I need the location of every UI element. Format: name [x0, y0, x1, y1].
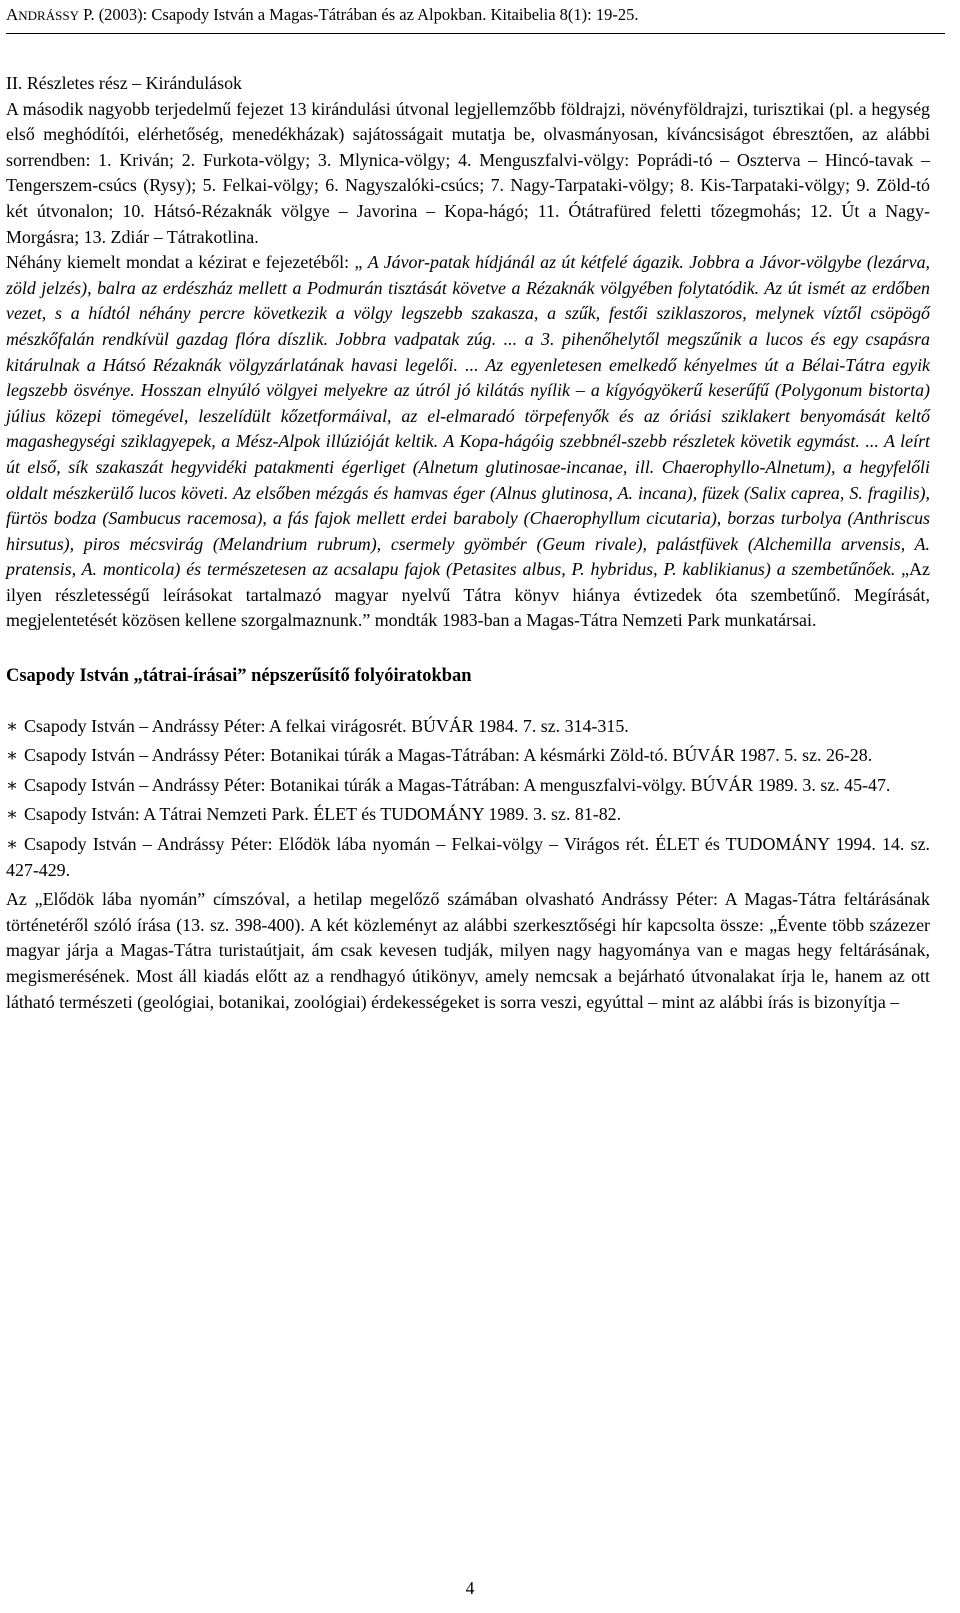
- quote-lead: Néhány kiemelt mondat a kézirat e fejezetéből:: [6, 252, 355, 273]
- closing-paragraph: Az „Elődök lába nyomán” címszóval, a hetilap megelőző számában olvasható Andrássy Péter: A Magas-Tátra feltárásának történetéről szóló írása (13. sz. 398-400). A két közleményt az alábbi szerkesztőségi hír kapcsolta össze: „Évente több százezer magyar járja a Magas-Tátra turistaútjait, ám csak kevesen tudják, milyen nagy hagyománya van e magas hegy feltárásának, megismerésének. Most áll kiadás előtt az a rendhagyó útikönyv, amely nemcsak a bejárható útvonalakat írja le, hanem az ott látható természeti (geológiai, botanikai, zoológiai) érdekességeket is sorra veszi, egyúttal – mint az alábbi írás is bizonyítja –: [6, 889, 930, 1012]
- asterisk-bullet-icon: ∗: [6, 834, 19, 855]
- reference-item: [6, 714, 930, 740]
- reference-text: Csapody István – Andrássy Péter: Botanikai túrák a Magas-Tátrában: A menguszfalvi-völgy. BÚVÁR 1989. 3. sz. 45-47.: [24, 774, 891, 795]
- subsection-title: Csapody István „tátrai-írásai” népszerűsítő folyóiratokban: [6, 666, 472, 687]
- reference-item: [6, 743, 930, 769]
- asterisk-bullet-icon: ∗: [6, 774, 19, 795]
- quote-closing-text: „Az ilyen részletességű leírásokat tartalmazó magyar nyelvű Tátra könyv hiánya évtizedek óta szembetűnő. Megírását, megjelentetését közösen kellene szorgalmaznunk.” mondták 1983-ban a Magas-Tátra Nemzeti Park munkatársai.: [6, 559, 930, 631]
- reference-item: [6, 802, 930, 828]
- asterisk-bullet-icon: ∗: [6, 745, 19, 766]
- running-header: [6, 4, 638, 27]
- asterisk-bullet-icon: ∗: [6, 715, 19, 736]
- quote-paragraph: [6, 250, 930, 634]
- quote-open-mark: „: [354, 252, 368, 273]
- page-number: 4: [465, 1578, 475, 1598]
- reference-item: [6, 773, 930, 799]
- reference-text: Csapody István: A Tátrai Nemzeti Park. ÉLET és TUDOMÁNY 1989. 3. sz. 81-82.: [24, 804, 622, 825]
- header-citation: P. (2003): Csapody István a Magas-Tátrában és az Alpokban. Kitaibelia 8(1): 19-25.: [78, 5, 639, 24]
- reference-item: [6, 832, 930, 883]
- asterisk-bullet-icon: ∗: [6, 804, 19, 825]
- header-rule: [6, 33, 945, 34]
- section-title: II. Részletes rész – Kirándulások: [6, 73, 242, 93]
- quote-italic-text: A Jávor-patak hídjánál az út kétfelé ágazik. Jobbra a Jávor-völgybe (lezárva, zöld jelzés), balra az erdészház mellett a Podmurán tisztását követve a Rézaknák völgyében folytatódik. Az út ismét az erdőben vezet, s a hídtól néhány percre következik a völgy legszebb szakasza, a szűk, festői sziklaszoros, melynek víztől csöpögő mészkőfalán rendkívül gazdag flóra díszlik. Jobbra vadpatak zúg. ... a 3. pihenőhelytől megszűnik a lucos és egy csapásra kitárulnak a Hátsó Rézaknák völgyzárlatának havasi legelői. ... Az egyenletesen emelkedő kényelmes út a Bélai-Tátra egyik legszebb ösvénye. Hosszan elnyúló völgyei melyekre az útról jó kilátás nyílik – a kígyógyökerű keserűfű (Polygonum bistorta) július közepi tömegével, leszelídült kőzetformáival, az el-elmaradó törpefenyők és az óriási sziklakert benyomását keltő magashegységi sziklagyepek, a Mész-Alpok illúzióját keltik. A Kopa-hágóig szebbnél-szebb részletek követik egymást. ... A leírt út első, sík szakaszát hegyvidéki patakmenti égerliget (Alnetum glutinosae-incanae, ill. Chaerophyllo-Alnetum), a hegyfelőli oldalt mészkerülő lucos követi. Az elsőben mézgás és hamvas éger (Alnus glutinosa, A. incana), füzek (Salix caprea, S. fragilis), fürtös bodza (Sambucus racemosa), a fás fajok mellett erdei baraboly (Chaerophyllum cicutaria), borzas turbolya (Anthriscus hirsutus), piros mécsvirág (Melandrium rubrum), csermely gyömbér (Geum rivale), palástfüvek (Alchemilla arvensis, A. pratensis, A. monticola) és természetesen az acsalapu fajok (Petasites albus, P. hybridus, P. kablikianus) a szembetűnőek.: [6, 252, 931, 580]
- section-block: [6, 71, 930, 250]
- section-intro: A második nagyobb terjedelmű fejezet 13 kirándulási útvonal legjellemzőbb földrajzi, növényföldrajzi, turisztikai (pl. a hegység első meghódítói, elérhetőség, menedékházak) sajátosságait mutatja be, olvasmányosan, kíváncsiságot ébresztően, az alábbi sorrendben: 1. Kriván; 2. Furkota-völgy; 3. Mlynica-völgy; 4. Menguszfalvi-völgy: Poprádi-tó – Oszterva – Hincó-tavak –Tengerszem-csúcs (Rysy); 5. Felkai-völgy; 6. Nagyszalóki-csúcs; 7. Nagy-Tarpataki-völgy; 8. Kis-Tarpataki-völgy; 9. Zöld-tó két útvonalon; 10. Hátsó-Rézaknák völgye – Javorina – Kopa-hágó; 11. Ótátrafüred feletti tőzegmohás; 12. Út a Nagy-Morgásra; 13. Zdiár – Tátrakotlina.: [6, 98, 930, 247]
- header-author-initial: A: [6, 5, 19, 24]
- header-author-rest: NDRÁSSY: [18, 8, 79, 23]
- reference-text: Csapody István – Andrássy Péter: A felkai virágosrét. BÚVÁR 1984. 7. sz. 314-315.: [24, 715, 629, 736]
- main-content: [6, 71, 930, 1015]
- reference-text: Csapody István – Andrássy Péter: Elődök lába nyomán – Felkai-völgy – Virágos rét. ÉLET és TUDOMÁNY 1994. 14. sz. 427-429.: [6, 834, 930, 880]
- reference-text: Csapody István – Andrássy Péter: Botanikai túrák a Magas-Tátrában: A késmárki Zöld-tó. BÚVÁR 1987. 5. sz. 26-28.: [24, 745, 873, 766]
